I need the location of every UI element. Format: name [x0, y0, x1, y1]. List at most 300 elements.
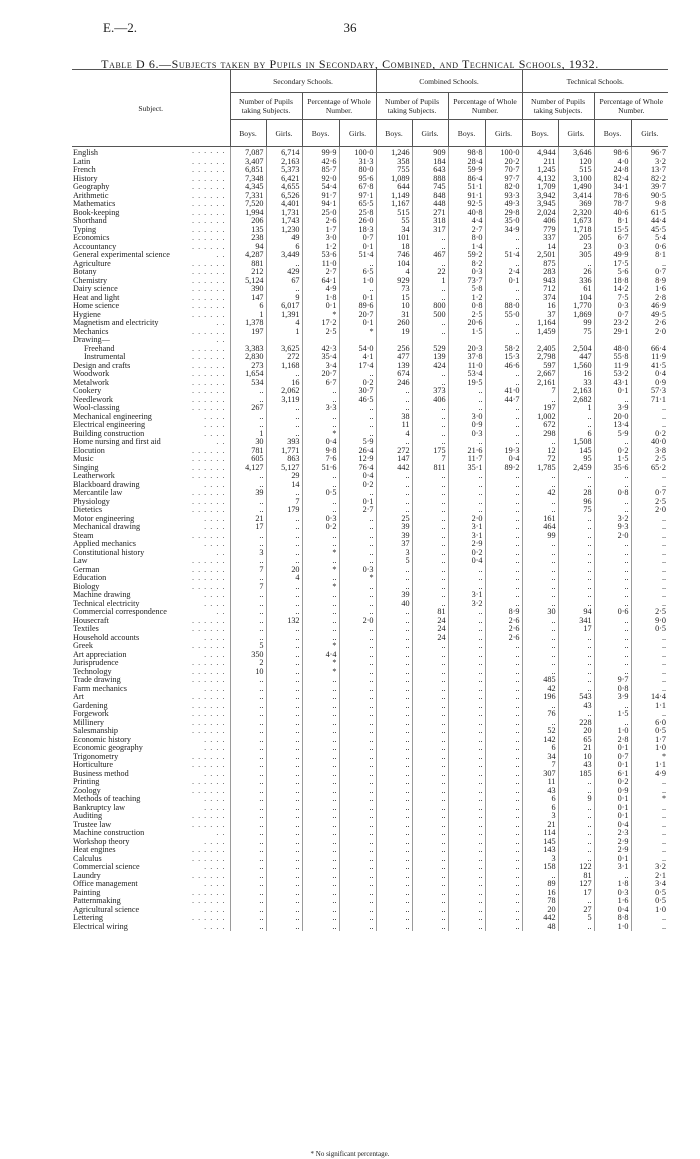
comb-boys-pct-cell: .. [448, 795, 485, 804]
comb-boys-pct-cell: 59·9 [448, 166, 485, 175]
comb-girls-pct-cell: 2·4 [485, 268, 522, 277]
tech-girls-count-cell: 65 [558, 736, 594, 745]
leader-dots: . . . . . . [191, 404, 226, 412]
comb-girls-count-cell: 24 [412, 634, 448, 643]
comb-girls-pct-cell: .. [485, 710, 522, 719]
sec-boys-count-cell: .. [230, 736, 266, 745]
comb-boys-pct-cell: 11·7 [448, 455, 485, 464]
tech-girls-count-cell: .. [558, 421, 594, 430]
comb-girls-count-cell: .. [412, 549, 448, 558]
comb-girls-pct-cell: .. [485, 430, 522, 439]
comb-girls-pct-cell: .. [485, 702, 522, 711]
page-number: 36 [343, 20, 357, 35]
leader-dots: . . . . . . [191, 370, 226, 378]
leader-dots: . . . . [204, 412, 226, 421]
sec-girls-pct-cell: .. [339, 676, 376, 685]
comb-boys-count-cell: .. [376, 838, 412, 847]
tech-boys-count-cell: .. [522, 506, 558, 515]
tech-girls-pct-cell: .. [631, 923, 668, 932]
tech-girls-pct-cell: * [631, 753, 668, 762]
leader-dots: . . . . . . [191, 146, 226, 155]
comb-boys-count-cell: 1,089 [376, 175, 412, 184]
comb-girls-count-cell: .. [412, 489, 448, 498]
leader-dots: . . . . . . [191, 812, 226, 820]
table-row [72, 744, 668, 753]
comb-boys-pct-cell: 91·1 [448, 192, 485, 201]
subject-cell [72, 591, 230, 600]
sec-girls-pct-cell: 89·6 [339, 302, 376, 311]
leader-dots: . . [216, 829, 226, 837]
table-row [72, 812, 668, 821]
comb-boys-pct-cell: .. [448, 472, 485, 481]
comb-girls-pct-cell: 41·0 [485, 387, 522, 396]
sec-girls-pct-cell: .. [339, 430, 376, 439]
leader-dots: . . . . . . [191, 353, 226, 361]
sec-boys-count-cell: 5,124 [230, 277, 266, 286]
sec-girls-pct-cell: 0·4 [339, 472, 376, 481]
sec-girls-count-cell: 5,373 [266, 166, 302, 175]
sec-girls-count-cell: 4 [266, 319, 302, 328]
comb-boys-pct-cell: 3·1 [448, 532, 485, 541]
comb-girls-count-cell: .. [412, 906, 448, 915]
sec-girls-pct-cell: .. [339, 778, 376, 787]
comb-girls-count-cell: 271 [412, 209, 448, 218]
subject-cell [72, 362, 230, 371]
sec-boys-pct-cell: 6·7 [302, 379, 339, 388]
sec-girls-count-cell: .. [266, 897, 302, 906]
comb-boys-pct-cell: .. [448, 498, 485, 507]
tech-boys-count-cell: 48 [522, 923, 558, 932]
sec-boys-count-cell: 3,383 [230, 345, 266, 354]
leader-dots: . . . . [204, 744, 226, 752]
comb-girls-count-cell: .. [412, 676, 448, 685]
subject-cell [72, 727, 230, 736]
sec-girls-pct-cell: .. [339, 821, 376, 830]
comb-girls-count-cell: .. [412, 506, 448, 515]
sec-girls-pct-cell: .. [339, 889, 376, 898]
leader-dots: . . . . . . [191, 625, 226, 633]
comb-boys-count-cell: .. [376, 659, 412, 668]
leader-dots: . . [216, 608, 226, 616]
subject-label: Home nursing and first aid [73, 438, 161, 446]
subject-cell [72, 277, 230, 286]
page-header [0, 20, 700, 38]
comb-boys-count-cell: 34 [376, 226, 412, 235]
sec-boys-count-cell: 2,830 [230, 353, 266, 362]
tech-boys-count-cell: 4,132 [522, 175, 558, 184]
table-row [72, 617, 668, 626]
tech-boys-pct-cell: 6·7 [594, 234, 631, 243]
sec-boys-count-cell: 6 [230, 302, 266, 311]
table-title-prefix: Table D 6.— [101, 57, 172, 71]
sec-boys-count-cell: 4,287 [230, 251, 266, 260]
sec-boys-count-cell: 17 [230, 523, 266, 532]
comb-girls-count-cell: .. [412, 727, 448, 736]
tech-boys-pct-cell: 1·8 [594, 880, 631, 889]
table-row [72, 549, 668, 558]
comb-boys-count-cell: .. [376, 736, 412, 745]
sec-boys-pct-cell: 92·0 [302, 175, 339, 184]
comb-girls-pct-cell: .. [485, 651, 522, 660]
tech-girls-count-cell: 2,504 [558, 345, 594, 354]
comb-girls-pct-cell: .. [485, 319, 522, 328]
sec-girls-count-cell: 2,163 [266, 158, 302, 167]
comb-boys-pct-cell: .. [448, 583, 485, 592]
subject-label: Arithmetic [73, 191, 109, 200]
sec-girls-pct-cell: 18·3 [339, 226, 376, 235]
tech-boys-pct-cell: 9·3 [594, 523, 631, 532]
comb-boys-pct-cell: .. [448, 625, 485, 634]
comb-boys-count-cell: .. [376, 566, 412, 575]
comb-boys-count-cell: 256 [376, 345, 412, 354]
tech-girls-pct-cell: 82·2 [631, 175, 668, 184]
comb-boys-count-cell: .. [376, 583, 412, 592]
comb-girls-pct-cell: 20·2 [485, 158, 522, 167]
tech-girls-pct-cell: .. [631, 846, 668, 855]
subject-label: Printing [73, 778, 100, 786]
subject-cell [72, 251, 230, 260]
sec-girls-count-cell: .. [266, 727, 302, 736]
comb-boys-count-cell: 477 [376, 353, 412, 362]
subject-cell [72, 506, 230, 515]
tech-girls-pct-cell: 3·4 [631, 880, 668, 889]
sec-boys-pct-cell: .. [302, 736, 339, 745]
comb-girls-count-cell: 500 [412, 311, 448, 320]
table-row [72, 846, 668, 855]
comb-girls-count-cell: 909 [412, 147, 448, 158]
sec-girls-count-cell: 67 [266, 277, 302, 286]
comb-boys-pct-cell [448, 336, 485, 345]
subject-cell [72, 906, 230, 915]
tech-boys-count-cell: .. [522, 702, 558, 711]
subject-cell [72, 846, 230, 855]
sec-girls-count-cell: .. [266, 693, 302, 702]
sec-boys-pct-cell: .. [302, 608, 339, 617]
table-row [72, 209, 668, 218]
comb-girls-pct-cell: .. [485, 234, 522, 243]
comb-girls-count-cell: .. [412, 778, 448, 787]
comb-girls-count-cell: .. [412, 693, 448, 702]
sec-boys-count-cell: 238 [230, 234, 266, 243]
sec-boys-count-cell: 10 [230, 668, 266, 677]
tech-girls-count-cell: 543 [558, 693, 594, 702]
tech-boys-count-cell: 78 [522, 897, 558, 906]
comb-girls-pct-cell: 51·4 [485, 251, 522, 260]
tech-boys-pct-cell: 0·3 [594, 243, 631, 252]
comb-boys-pct-cell: .. [448, 668, 485, 677]
table-row [72, 404, 668, 413]
tech-girls-count-cell: .. [558, 574, 594, 583]
sec-boys-count-cell: .. [230, 897, 266, 906]
comb-girls-pct-cell: .. [485, 260, 522, 269]
comb-boys-pct-cell: .. [448, 863, 485, 872]
group-header-technical: Technical Schools. [522, 70, 668, 93]
table-row [72, 345, 668, 354]
tech-girls-pct-cell: 0·5 [631, 897, 668, 906]
leader-dots: . . . . . . [191, 489, 226, 497]
subject-cell [72, 243, 230, 252]
comb-girls-count-cell: .. [412, 540, 448, 549]
sec-boys-pct-cell: 0·5 [302, 489, 339, 498]
comb-girls-pct-cell: .. [485, 523, 522, 532]
tech-girls-pct-cell: .. [631, 421, 668, 430]
sec-girls-pct-cell: 2·7 [339, 506, 376, 515]
comb-girls-count-cell: .. [412, 583, 448, 592]
tech-girls-pct-cell: .. [631, 838, 668, 847]
comb-boys-count-cell: 104 [376, 260, 412, 269]
table-row [72, 557, 668, 566]
tech-boys-count-cell: 6 [522, 804, 558, 813]
comb-girls-count-cell: .. [412, 710, 448, 719]
leader-dots: . . . . . . [191, 616, 226, 625]
tech-girls-pct-cell: 13·7 [631, 166, 668, 175]
leader-dots: . . . . . . [191, 676, 226, 684]
tech-boys-pct-cell: 11·9 [594, 362, 631, 371]
comb-boys-count-cell: .. [376, 778, 412, 787]
table-row [72, 183, 668, 192]
comb-boys-count-cell: .. [376, 795, 412, 804]
tech-boys-count-cell: 1,002 [522, 413, 558, 422]
sec-boys-count-cell: 1,654 [230, 370, 266, 379]
leader-dots: . . . . . . [191, 820, 226, 829]
comb-boys-count-cell: 3 [376, 549, 412, 558]
table-row [72, 863, 668, 872]
tech-girls-pct-cell: .. [631, 600, 668, 609]
subject-cell [72, 455, 230, 464]
comb-boys-count-cell: .. [376, 787, 412, 796]
sec-boys-pct-cell: .. [302, 923, 339, 932]
sec-boys-count-cell: .. [230, 872, 266, 881]
sec-boys-count-cell: .. [230, 812, 266, 821]
comb-boys-pct-cell: 8·0 [448, 234, 485, 243]
comb-girls-pct-cell: .. [485, 761, 522, 770]
sec-boys-pct-cell: .. [302, 761, 339, 770]
comb-boys-count-cell: 674 [376, 370, 412, 379]
table-row [72, 413, 668, 422]
comb-girls-count-cell: .. [412, 515, 448, 524]
sec-boys-pct-cell: * [302, 583, 339, 592]
sec-girls-count-cell: .. [266, 676, 302, 685]
tech-boys-pct-cell: 53·2 [594, 370, 631, 379]
comb-boys-count-cell: .. [376, 574, 412, 583]
sec-girls-pct-cell [339, 336, 376, 345]
sec-boys-count-cell: .. [230, 889, 266, 898]
tech-girls-count-cell: 341 [558, 617, 594, 626]
subject-label: Mathematics [73, 200, 116, 208]
comb-boys-count-cell: .. [376, 625, 412, 634]
comb-girls-pct-cell: .. [485, 583, 522, 592]
sec-girls-pct-cell: .. [339, 642, 376, 651]
comb-girls-count-cell: 22 [412, 268, 448, 277]
subject-cell [72, 285, 230, 294]
sec-girls-count-cell: .. [266, 761, 302, 770]
tech-boys-pct-cell: .. [594, 438, 631, 447]
comb-girls-count-cell: .. [412, 804, 448, 813]
comb-girls-pct-cell: .. [485, 744, 522, 753]
table-row [72, 336, 668, 345]
subject-label: Latin [73, 157, 91, 166]
table-row [72, 158, 668, 167]
subject-label: Singing [73, 463, 99, 472]
tech-boys-count-cell: 20 [522, 906, 558, 915]
table-row [72, 481, 668, 490]
tech-girls-pct-cell: .. [631, 481, 668, 490]
sec-girls-pct-cell: 17·4 [339, 362, 376, 371]
table-header [72, 70, 668, 147]
sec-girls-pct-cell: 6·5 [339, 268, 376, 277]
tech-girls-count-cell: 127 [558, 880, 594, 889]
sec-boys-pct-cell: .. [302, 880, 339, 889]
tech-girls-pct-cell: .. [631, 659, 668, 668]
sec-boys-pct-cell: * [302, 668, 339, 677]
subject-cell [72, 302, 230, 311]
leader-dots: . . . . . . [191, 710, 226, 718]
leader-dots: . . . . . . [191, 395, 226, 404]
tech-girls-pct-cell: 3·8 [631, 447, 668, 456]
subject-label: Jurisprudence [73, 659, 119, 667]
comb-boys-pct-cell: 1·5 [448, 328, 485, 337]
comb-girls-count-cell: .. [412, 753, 448, 762]
leader-dots: . . . . [204, 421, 226, 429]
sec-girls-count-cell: .. [266, 583, 302, 592]
tech-girls-count-cell: 336 [558, 277, 594, 286]
tech-girls-pct-cell: .. [631, 523, 668, 532]
comb-girls-count-cell: .. [412, 243, 448, 252]
subject-cell [72, 600, 230, 609]
sec-boys-pct-cell: 35·4 [302, 353, 339, 362]
sec-girls-count-cell: 272 [266, 353, 302, 362]
subject-cell [72, 872, 230, 881]
tech-boys-pct-cell: 7·5 [594, 294, 631, 303]
tech-boys-pct-cell: 55·8 [594, 353, 631, 362]
sec-girls-count-cell: .. [266, 795, 302, 804]
tech-girls-count-cell: 10 [558, 753, 594, 762]
sec-boys-pct-cell: 99·9 [302, 147, 339, 158]
sec-boys-count-cell: .. [230, 710, 266, 719]
sec-girls-pct-cell: .. [339, 846, 376, 855]
comb-girls-pct-cell: .. [485, 676, 522, 685]
comb-boys-count-cell: .. [376, 829, 412, 838]
subject-label: Agriculture [73, 259, 111, 268]
subject-cell [72, 702, 230, 711]
leader-dots: . . . . [204, 480, 226, 489]
comb-girls-pct-cell: .. [485, 421, 522, 430]
subject-label: Leatherwork [73, 472, 115, 480]
tech-girls-pct-cell: .. [631, 413, 668, 422]
tech-boys-pct-cell: 6·1 [594, 770, 631, 779]
sec-boys-count-cell: 206 [230, 217, 266, 226]
comb-girls-count-cell: .. [412, 702, 448, 711]
table-row [72, 736, 668, 745]
tech-boys-pct-cell: .. [594, 591, 631, 600]
sec-girls-count-cell: .. [266, 285, 302, 294]
comb-girls-count-cell: .. [412, 532, 448, 541]
comb-girls-pct-cell: .. [485, 736, 522, 745]
tech-boys-pct-cell: 3·9 [594, 693, 631, 702]
comb-girls-pct-cell: 93·3 [485, 192, 522, 201]
tech-boys-pct-cell: .. [594, 617, 631, 626]
sec-girls-pct-cell: 67·8 [339, 183, 376, 192]
table-row [72, 243, 668, 252]
table-row [72, 268, 668, 277]
table-row [72, 719, 668, 728]
subject-label: Calculus [73, 854, 102, 863]
tech-boys-count-cell: 43 [522, 787, 558, 796]
sec-boys-count-cell: .. [230, 676, 266, 685]
comb-girls-pct-cell: .. [485, 829, 522, 838]
sec-boys-count-cell: 390 [230, 285, 266, 294]
tech-boys-pct-cell: 8·8 [594, 914, 631, 923]
tech-boys-count-cell: 211 [522, 158, 558, 167]
sec-girls-pct-cell: 76·4 [339, 464, 376, 473]
tech-girls-pct-cell: .. [631, 812, 668, 821]
sec-girls-count-cell: .. [266, 430, 302, 439]
subject-label: Blackboard drawing [73, 480, 140, 489]
tech-boys-pct-cell: 2·8 [594, 736, 631, 745]
subject-cell [72, 379, 230, 388]
sec-girls-pct-cell: 0·1 [339, 243, 376, 252]
comb-girls-count-cell: .. [412, 829, 448, 838]
sec-girls-count-cell: 5,127 [266, 464, 302, 473]
table-row [72, 166, 668, 175]
comb-girls-pct-cell: .. [485, 600, 522, 609]
sec-girls-count-cell: 1,230 [266, 226, 302, 235]
tech-boys-count-cell: .. [522, 651, 558, 660]
leader-dots: . . . . . . [191, 157, 226, 166]
sec-girls-count-cell: .. [266, 923, 302, 932]
comb-boys-pct-cell: .. [448, 685, 485, 694]
comb-girls-pct-cell: 49·3 [485, 200, 522, 209]
comb-girls-count-cell: .. [412, 591, 448, 600]
sec-girls-count-cell: .. [266, 710, 302, 719]
tech-boys-count-cell: 374 [522, 294, 558, 303]
tech-boys-count-cell: .. [522, 872, 558, 881]
subject-label: Biology [73, 582, 100, 591]
tech-girls-pct-cell: 0·5 [631, 625, 668, 634]
comb-boys-count-cell: .. [376, 846, 412, 855]
comb-girls-pct-cell: .. [485, 838, 522, 847]
tech-boys-count-cell: 2,161 [522, 379, 558, 388]
comb-girls-pct-cell: .. [485, 506, 522, 515]
comb-boys-count-cell: 644 [376, 183, 412, 192]
leader-dots: . . . . [204, 905, 226, 914]
sec-boys-count-cell: 30 [230, 438, 266, 447]
leader-dots: . . . . [204, 650, 226, 659]
subject-cell [72, 804, 230, 813]
leader-dots: . . . . . . [191, 659, 226, 667]
sec-boys-count-cell: 2 [230, 659, 266, 668]
sec-boys-pct-cell: 0·4 [302, 438, 339, 447]
comb-boys-pct-cell: 0·2 [448, 549, 485, 558]
comb-girls-pct-cell: .. [485, 498, 522, 507]
comb-boys-count-cell: .. [376, 676, 412, 685]
comb-boys-pct-cell: .. [448, 710, 485, 719]
comb-girls-pct-cell: 2·6 [485, 617, 522, 626]
sec-girls-count-cell [266, 336, 302, 345]
subject-label: Wool-classing [73, 404, 120, 412]
comb-boys-pct-cell: .. [448, 821, 485, 830]
table-row [72, 795, 668, 804]
table-row [72, 430, 668, 439]
tech-girls-count-cell: 75 [558, 506, 594, 515]
tech-girls-count-cell: 33 [558, 379, 594, 388]
subject-column-header: Subject. [72, 70, 230, 147]
comb-boys-pct-cell: .. [448, 923, 485, 932]
leader-dots: . . . . . . [191, 693, 226, 701]
tech-girls-count-cell: .. [558, 523, 594, 532]
tech-boys-pct-cell: 1·5 [594, 710, 631, 719]
comb-boys-count-cell: .. [376, 727, 412, 736]
